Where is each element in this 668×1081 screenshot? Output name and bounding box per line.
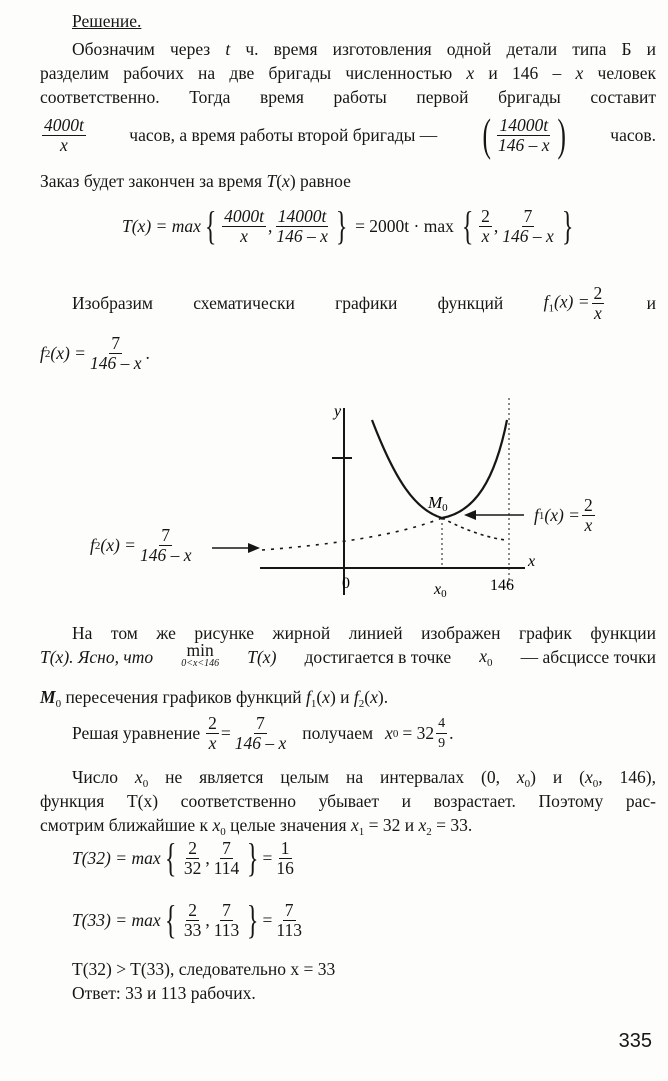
conclusion: T(32) > T(33), следовательно x = 33 — [72, 959, 336, 979]
para5-line2: функция T(x) соответственно убывает и возрастает. Поэтому рас- — [40, 791, 656, 811]
page-number: 335 — [618, 1030, 652, 1052]
para1-line3: соответственно. Тогда время работы первой бригады составит — [40, 87, 656, 107]
para4-equation: Решая уравнение $\frac{2}{x}$ = $\frac{7}{146 - x}$ получаем x 0 = 32 $\frac{4}{9}$ . — [72, 713, 454, 753]
left-arrowhead — [248, 543, 260, 553]
para1-line4: $\frac{4000t}{x}$ часов, а время работы второй бригады — ( $\frac{14000t}{146 - x}$ ) часов. — [44, 109, 656, 160]
para3-line1: На том же рисунке жирной линией изображен график функции — [72, 623, 656, 643]
curve-f1-dotted — [442, 518, 505, 540]
min-operator: min 0<x<146 — [181, 640, 220, 669]
right-arrowhead — [464, 510, 476, 520]
x146-label: 146 — [490, 577, 514, 594]
solution-heading: Решение. — [72, 11, 142, 31]
para3-line3: $M_0$ пересечения графиков функций $f_1(x)$ и $f_2(x)$. — [40, 687, 389, 710]
fraction-4000t-x: $\frac{4000t}{x}$ — [44, 114, 84, 155]
x0-label: x0 — [434, 581, 447, 600]
para1-line1: Обозначим через t ч. время изготовления одной детали типа Б и — [72, 39, 656, 59]
formula-T33: T(33) = max { $\frac{2}{33}$ , $\frac{7}{113}$ } = $\frac{7}{113}$ — [72, 897, 302, 942]
graph-right-label: f 1 (x) = $\frac{2}{x}$ — [534, 495, 593, 535]
para1-line2: разделим рабочих на две бригады численностью x и 146 – x человек — [40, 63, 656, 83]
para2-line2: f 2 (x) = $\frac{7}{146 - x}$ . — [40, 333, 150, 373]
para3-line2: T(x). Ясно, что min 0<x<146 T(x) достигается в точке $x_0$ — абсциссе точки — [40, 640, 656, 669]
fraction-14000t: $\frac{14000t}{146 - x}$ — [498, 114, 550, 155]
graph-left-label: f 2 (x) = $\frac{7}{146 - x}$ — [90, 525, 192, 565]
para1-line5: Заказ будет закончен за время T(x) равное — [40, 171, 351, 191]
formula-T32: T(32) = max { $\frac{2}{32}$ , $\frac{7}{114}$ } = $\frac{1}{16}$ — [72, 835, 294, 880]
curve-f2-dotted — [262, 518, 442, 550]
x-label: x — [528, 553, 536, 570]
origin-label: 0 — [342, 575, 350, 592]
para2-line1: Изобразим схематически графики функций $f_1(x)$ = $\frac{2}{x}$ и — [72, 283, 656, 323]
m0-label: M0 — [428, 493, 448, 514]
answer: Ответ: 33 и 113 рабочих. — [72, 983, 256, 1003]
para5-line3: смотрим ближайшие к $x_0$ целые значения $x_1 = 32$ и $x_2 = 33$. — [40, 815, 473, 838]
formula-T-max: T(x) = max { $\frac{4000t}{x}$ , $\frac{14000t}{146 - x}$ } = 2000t · max { $\frac{2}{x}$ , $\frac{7}{146 - x}$ } — [122, 203, 574, 248]
para5-line1: Число $x_0$ не является целым на интервалах (0, $x_0$) и ($x_0$, 146), — [72, 767, 656, 790]
y-label: y — [334, 403, 342, 420]
